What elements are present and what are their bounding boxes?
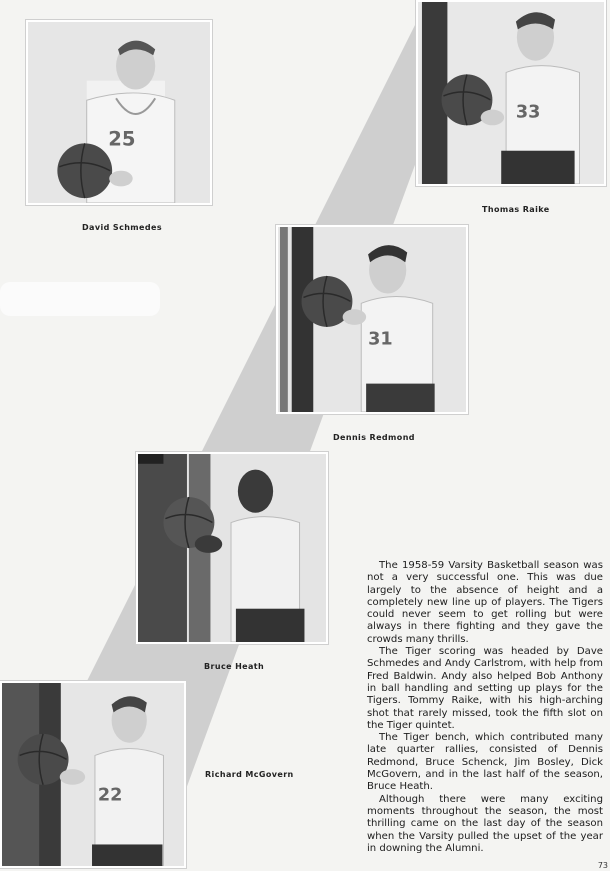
caption-thomas-raike: Thomas Raike bbox=[482, 205, 550, 214]
svg-text:25: 25 bbox=[108, 127, 136, 151]
caption-bruce-heath: Bruce Heath bbox=[204, 662, 265, 671]
paper-smudge bbox=[0, 282, 160, 316]
player-photo-bruce-heath bbox=[136, 452, 328, 644]
svg-text:31: 31 bbox=[368, 329, 393, 350]
player-photo-dennis-redmond bbox=[276, 225, 468, 414]
article-paragraph: Although there were many exciting moments throughout the season, the most thrilling came on the last day of the season when the Varsity pulled the upset of the year in downing the Alumni. bbox=[367, 793, 603, 854]
caption-dennis-redmond: Dennis Redmond bbox=[333, 433, 415, 442]
player-photo-thomas-raike bbox=[416, 0, 606, 186]
caption-richard-mcgovern: Richard McGovern bbox=[205, 770, 294, 779]
svg-text:22: 22 bbox=[97, 785, 123, 806]
caption-david-schmedes: David Schmedes bbox=[82, 223, 162, 232]
article-paragraph: The Tiger bench, which contributed many late quarter rallies, consisted of Dennis Redmond, Bruce Schenck, Jim Bosley, Dick McGovern, and in the last half of the season, Bruce Heath. bbox=[367, 732, 603, 793]
player-photo-david-schmedes bbox=[26, 20, 212, 205]
player-photo-richard-mcgovern bbox=[0, 681, 186, 868]
page-number: 73 bbox=[597, 861, 608, 870]
svg-text:33: 33 bbox=[515, 102, 541, 123]
season-article bbox=[367, 560, 603, 855]
article-paragraph: The 1958-59 Varsity Basketball season was not a very successful one. This was due largely to the absence of height and a completely new line up of players. The Tigers could never seem to get rolling but were always in there fighting and they gave the crowds many thrills. bbox=[367, 560, 603, 645]
article-paragraph: The Tiger scoring was headed by Dave Schmedes and Andy Carlstrom, with help from Fred Baldwin. Andy also helped Bob Anthony in ball handling and setting up plays for the Tigers. Tommy Raike, with his high-arching shot that rarely missed, took the fifth slot on the Tiger quintet. bbox=[367, 646, 603, 731]
